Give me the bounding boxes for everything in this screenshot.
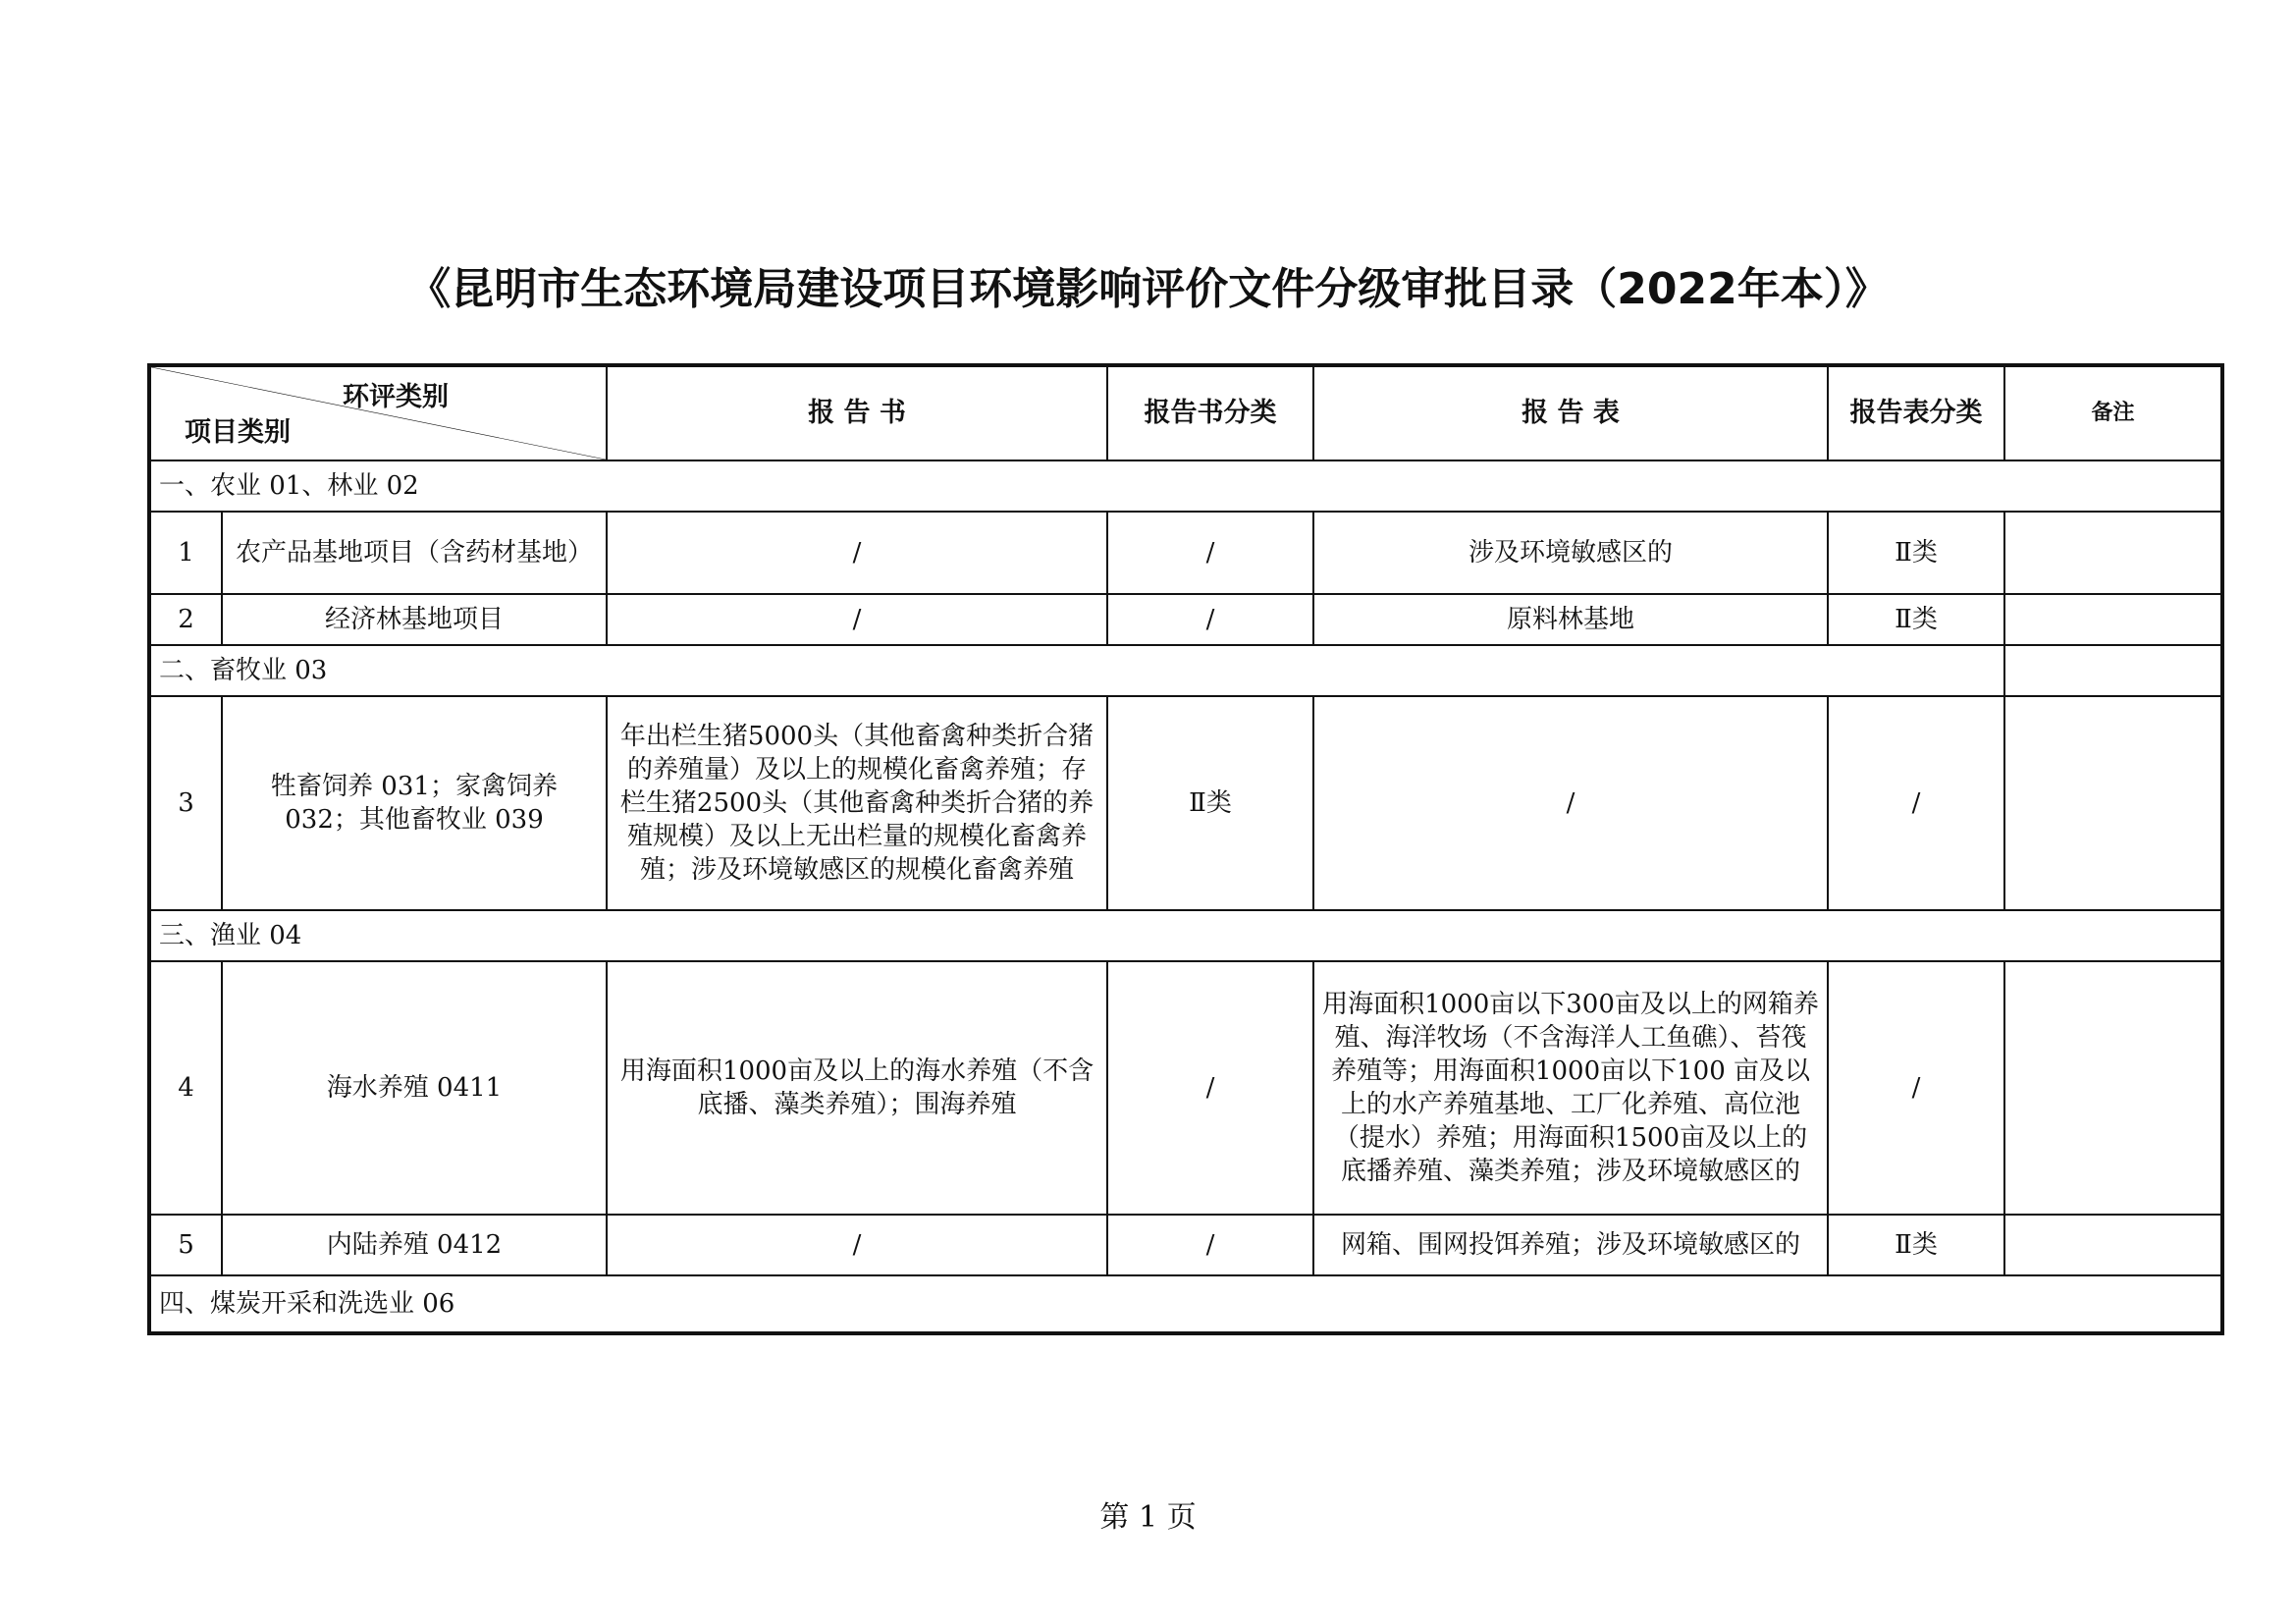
- section-label: 四、煤炭开采和洗选业 06: [149, 1275, 2222, 1333]
- remark-cell: [2004, 512, 2222, 594]
- project-name: 农产品基地项目（含药材基地）: [222, 512, 607, 594]
- remark-cell: [2004, 961, 2222, 1215]
- header-eia-category: 环评类别: [343, 382, 449, 412]
- remark-cell: [2004, 594, 2222, 645]
- project-name: 牲畜饲养 031；家禽饲养 032；其他畜牧业 039: [222, 696, 607, 910]
- report-form-class-cell: /: [1828, 696, 2004, 910]
- report-book-class-cell: /: [1107, 961, 1313, 1215]
- section-label: 三、渔业 04: [149, 910, 2222, 961]
- header-project-category: 项目类别: [185, 417, 291, 448]
- report-form-cell: 用海面积1000亩以下300亩及以上的网箱养殖、海洋牧场（不含海洋人工鱼礁）、苔筏养殖等；用海面积1000亩以下100 亩及以上的水产养殖基地、工厂化养殖、高位池（提水）养殖；用海面积1500亩及以上的底播养殖、藻类养殖；涉及环境敏感区的: [1313, 961, 1828, 1215]
- project-name: 内陆养殖 0412: [222, 1215, 607, 1275]
- row-number: 4: [149, 961, 222, 1215]
- report-book-cell: /: [607, 1215, 1107, 1275]
- diagonal-header-cell: [149, 365, 607, 460]
- report-book-cell: /: [607, 512, 1107, 594]
- remark-cell: [2004, 645, 2222, 696]
- header-report-form-class: 报告表分类: [1828, 365, 2004, 460]
- table-row: [149, 512, 2222, 594]
- report-book-class-cell: /: [1107, 594, 1313, 645]
- header-remark: 备注: [2004, 365, 2222, 460]
- header-report-book: 报 告 书: [607, 365, 1107, 460]
- report-form-cell: 网箱、围网投饵养殖；涉及环境敏感区的: [1313, 1215, 1828, 1275]
- page-number: 第 1 页: [1099, 1500, 1197, 1535]
- project-name: 海水养殖 0411: [222, 961, 607, 1215]
- section-label: 二、畜牧业 03: [149, 645, 2004, 696]
- report-form-class-cell: Ⅱ类: [1828, 512, 2004, 594]
- section-label: 一、农业 01、林业 02: [149, 460, 2222, 512]
- section-row: [149, 910, 2222, 961]
- row-number: 1: [149, 512, 222, 594]
- report-form-class-cell: /: [1828, 961, 2004, 1215]
- section-row: [149, 460, 2222, 512]
- report-book-cell: /: [607, 594, 1107, 645]
- report-form-cell: 原料林基地: [1313, 594, 1828, 645]
- report-book-class-cell: /: [1107, 512, 1313, 594]
- remark-cell: [2004, 696, 2222, 910]
- report-form-cell: /: [1313, 696, 1828, 910]
- row-number: 3: [149, 696, 222, 910]
- remark-cell: [2004, 1215, 2222, 1275]
- report-form-class-cell: Ⅱ类: [1828, 1215, 2004, 1275]
- header-row: [149, 365, 2222, 460]
- header-report-book-class: 报告书分类: [1107, 365, 1313, 460]
- table-row: [149, 696, 2222, 910]
- section-row: [149, 1275, 2222, 1333]
- row-number: 2: [149, 594, 222, 645]
- table-row: [149, 594, 2222, 645]
- report-book-cell: 年出栏生猪5000头（其他畜禽种类折合猪的养殖量）及以上的规模化畜禽养殖；存栏生猪2500头（其他畜禽种类折合猪的养殖规模）及以上无出栏量的规模化畜禽养殖；涉及环境敏感区的规模化畜禽养殖: [607, 696, 1107, 910]
- project-name: 经济林基地项目: [222, 594, 607, 645]
- document-title: 《昆明市生态环境局建设项目环境影响评价文件分级审批目录（2022年本）》: [407, 264, 1889, 314]
- report-book-class-cell: Ⅱ类: [1107, 696, 1313, 910]
- section-row: [149, 645, 2222, 696]
- row-number: 5: [149, 1215, 222, 1275]
- header-report-form: 报 告 表: [1313, 365, 1828, 460]
- table-row: [149, 961, 2222, 1215]
- report-form-class-cell: Ⅱ类: [1828, 594, 2004, 645]
- report-book-cell: 用海面积1000亩及以上的海水养殖（不含底播、藻类养殖）；围海养殖: [607, 961, 1107, 1215]
- report-book-class-cell: /: [1107, 1215, 1313, 1275]
- approval-catalog-table: [147, 363, 2224, 1335]
- table-row: [149, 1215, 2222, 1275]
- report-form-cell: 涉及环境敏感区的: [1313, 512, 1828, 594]
